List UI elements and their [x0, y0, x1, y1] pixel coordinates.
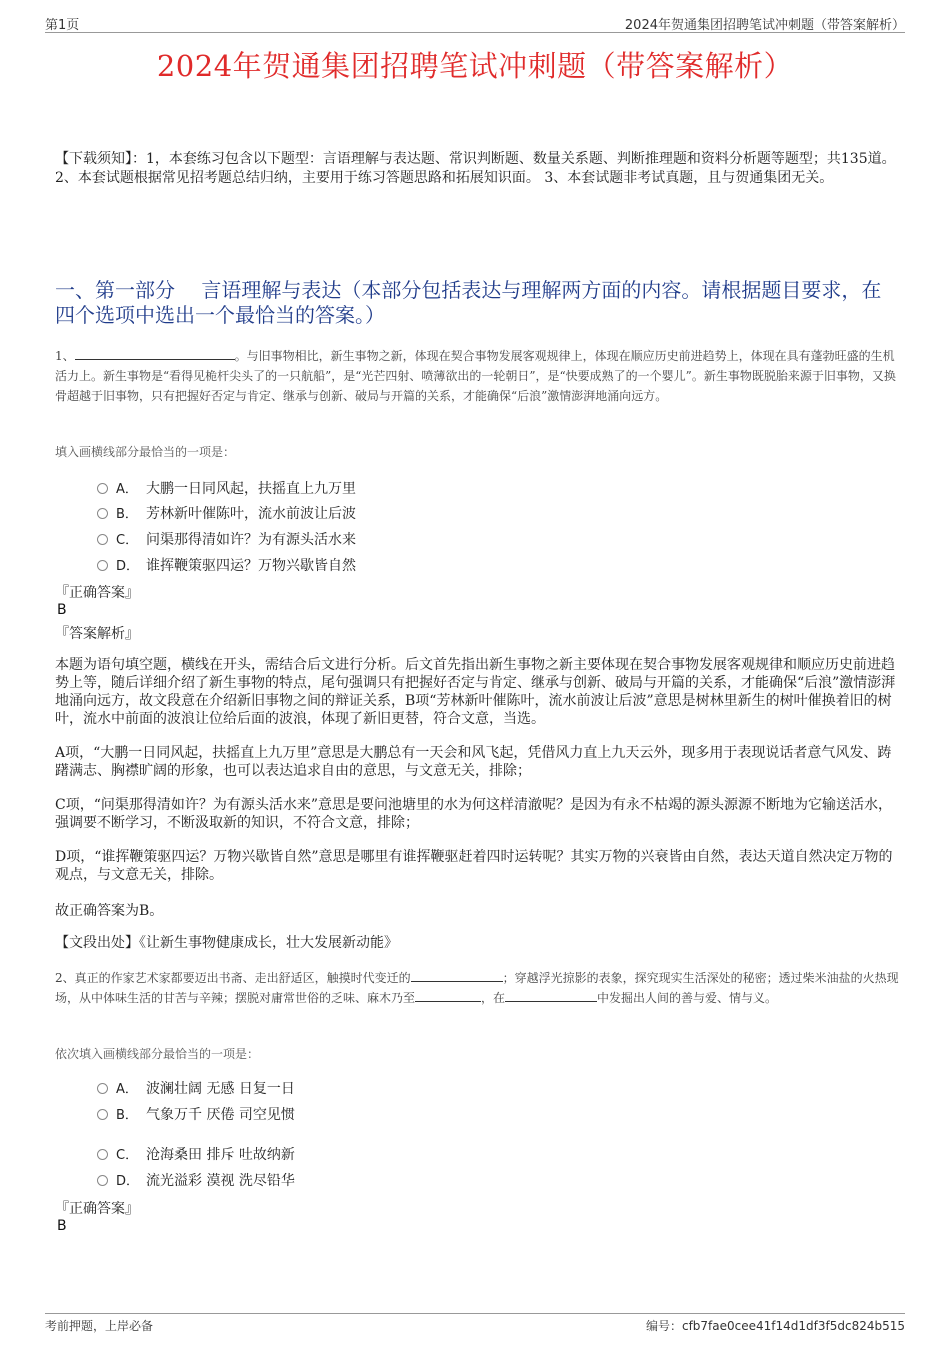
radio-icon[interactable]	[97, 1149, 108, 1160]
radio-icon[interactable]	[97, 483, 108, 494]
question-1-option-c[interactable]: C． 问渠那得清如许？为有源头活水来	[97, 529, 356, 549]
question-2-option-a[interactable]: A． 波澜壮阔 无感 日复一日	[97, 1078, 295, 1098]
question-2-option-c[interactable]: C． 沧海桑田 排斥 吐故纳新	[97, 1144, 295, 1164]
header-doc-title: 2024年贺通集团招聘笔试冲刺题（带答案解析）	[624, 18, 905, 33]
fill-blank	[411, 968, 503, 982]
question-2-prompt: 依次填入画横线部分最恰当的一项是：	[55, 1047, 260, 1061]
answer-tag: 『正确答案』	[55, 585, 139, 601]
analysis-paragraph: C项，“问渠那得清如许？为有源头活水来”意思是要问池塘里的水为何这样清澈呢？是因为有永不枯竭的源头源源不断地为它输送活水，强调要不断学习，不断汲取新的知识，不符合文意，排除；	[55, 797, 893, 831]
analysis-tag: 『答案解析』	[55, 626, 139, 642]
question-1-body: 。与旧事物相比，新生事物之新，体现在契合事物发展客观规律上，体现在顺应历史前进趋势上，体现在具有蓬勃旺盛的生机活力上。新生事物是“看得见桅杆尖头了的一只航船”，是“光芒四射、喷薄欲出的一轮朝日”，是“快要成熟了的一个婴儿”。新生事物既脱胎来源于旧事物，又换骨超越于旧事物，只有把握好否定与肯定、继承与创新、破局与开篇的关系，才能确保“后浪”激情澎湃地涌向远方。	[55, 349, 896, 403]
radio-icon[interactable]	[97, 534, 108, 545]
radio-icon[interactable]	[97, 508, 108, 519]
question-1-prompt: 填入画横线部分最恰当的一项是：	[55, 445, 236, 459]
answer-tag: 『正确答案』	[55, 1201, 139, 1217]
page-number: 第1页	[45, 18, 80, 33]
page-header	[45, 14, 905, 33]
radio-icon[interactable]	[97, 1109, 108, 1120]
question-1-number: 1、	[55, 349, 75, 363]
question-2-text: 2、真正的作家艺术家都要迈出书斋、走出舒适区，触摸时代变迁的 ；穿越浮光掠影的表象，探究现实生活深处的秘密；透过柴米油盐的火热现场，从中体味生活的甘苦与辛辣；摆脱对庸常世俗的乏味、麻木乃至 ，在 中发掘出人间的善与爱、情与义。	[55, 968, 900, 1008]
question-1-option-b[interactable]: B． 芳林新叶催陈叶，流水前波让后波	[97, 503, 356, 523]
radio-icon[interactable]	[97, 1175, 108, 1186]
question-1-option-a[interactable]: A． 大鹏一日同风起，扶摇直上九万里	[97, 478, 356, 498]
radio-icon[interactable]	[97, 560, 108, 571]
answer-value: B	[57, 1218, 67, 1234]
fill-blank	[415, 988, 481, 1002]
question-2-option-d[interactable]: D． 流光溢彩 漠视 洗尽铅华	[97, 1170, 295, 1190]
radio-icon[interactable]	[97, 1083, 108, 1094]
footer-slogan: 考前押题，上岸必备	[45, 1319, 154, 1333]
analysis-paragraph: 本题为语句填空题，横线在开头，需结合后文进行分析。后文首先指出新生事物之新主要体现在契合事物发展客观规律和顺应历史前进趋势上等，随后详细介绍了新生事物的特点，尾句强调只有把握好否定与肯定、继承与创新、破局与开篇的关系，才能确保“后浪”激情澎湃地涌向远方，故文段意在介绍新旧事物之间的辩证关系，B项“芳林新叶催陈叶，流水前波让后波”意思是树林里新生的树叶催换着旧的树叶，流水中前面的波浪让位给后面的波浪，体现了新旧更替，符合文意，当选。	[55, 657, 896, 727]
analysis-paragraph: A项，“大鹏一日同风起，扶摇直上九万里”意思是大鹏总有一天会和风飞起，凭借风力直上九天云外，现多用于表现说话者意气风发、踌躇满志、胸襟旷阔的形象，也可以表达追求自由的意思，与文意无关，排除；	[55, 745, 892, 779]
analysis-conclusion: 故正确答案为B。	[55, 903, 164, 919]
fill-blank	[75, 346, 235, 360]
question-1-text	[55, 346, 900, 406]
source-citation: 【文段出处】《让新生事物健康成长，壮大发展新动能》	[55, 935, 398, 951]
document-title: 2024年贺通集团招聘笔试冲刺题（带答案解析）	[156, 49, 794, 83]
answer-value: B	[57, 602, 67, 618]
fill-blank	[505, 988, 597, 1002]
question-1-option-d[interactable]: D． 谁挥鞭策驱四运？万物兴歇皆自然	[97, 555, 356, 575]
download-notice: 【下载须知】：1，本套练习包含以下题型：言语理解与表达题、常识判断题、数量关系题、判断推理题和资料分析题等题型；共135道。 2、本套试题根据常见招考题总结归纳，主要用于练习答题思路和拓展知识面。 3、本套试题非考试真题，且与贺通集团无关。	[55, 151, 896, 186]
question-2-option-b[interactable]: B． 气象万千 厌倦 司空见惯	[97, 1104, 295, 1124]
section-heading: 一、第一部分 言语理解与表达（本部分包括表达与理解两方面的内容。请根据题目要求，在四个选项中选出一个最恰当的答案。）	[55, 278, 882, 327]
page-footer	[45, 1313, 905, 1336]
analysis-paragraph: D项，“谁挥鞭策驱四运？万物兴歇皆自然”意思是哪里有谁挥鞭驱赶着四时运转呢？其实万物的兴衰皆由自然，表达天道自然决定万物的观点，与文意无关，排除。	[55, 849, 893, 883]
footer-serial: 编号：cfb7fae0cee41f14d1df3f5dc824b515	[645, 1319, 905, 1333]
